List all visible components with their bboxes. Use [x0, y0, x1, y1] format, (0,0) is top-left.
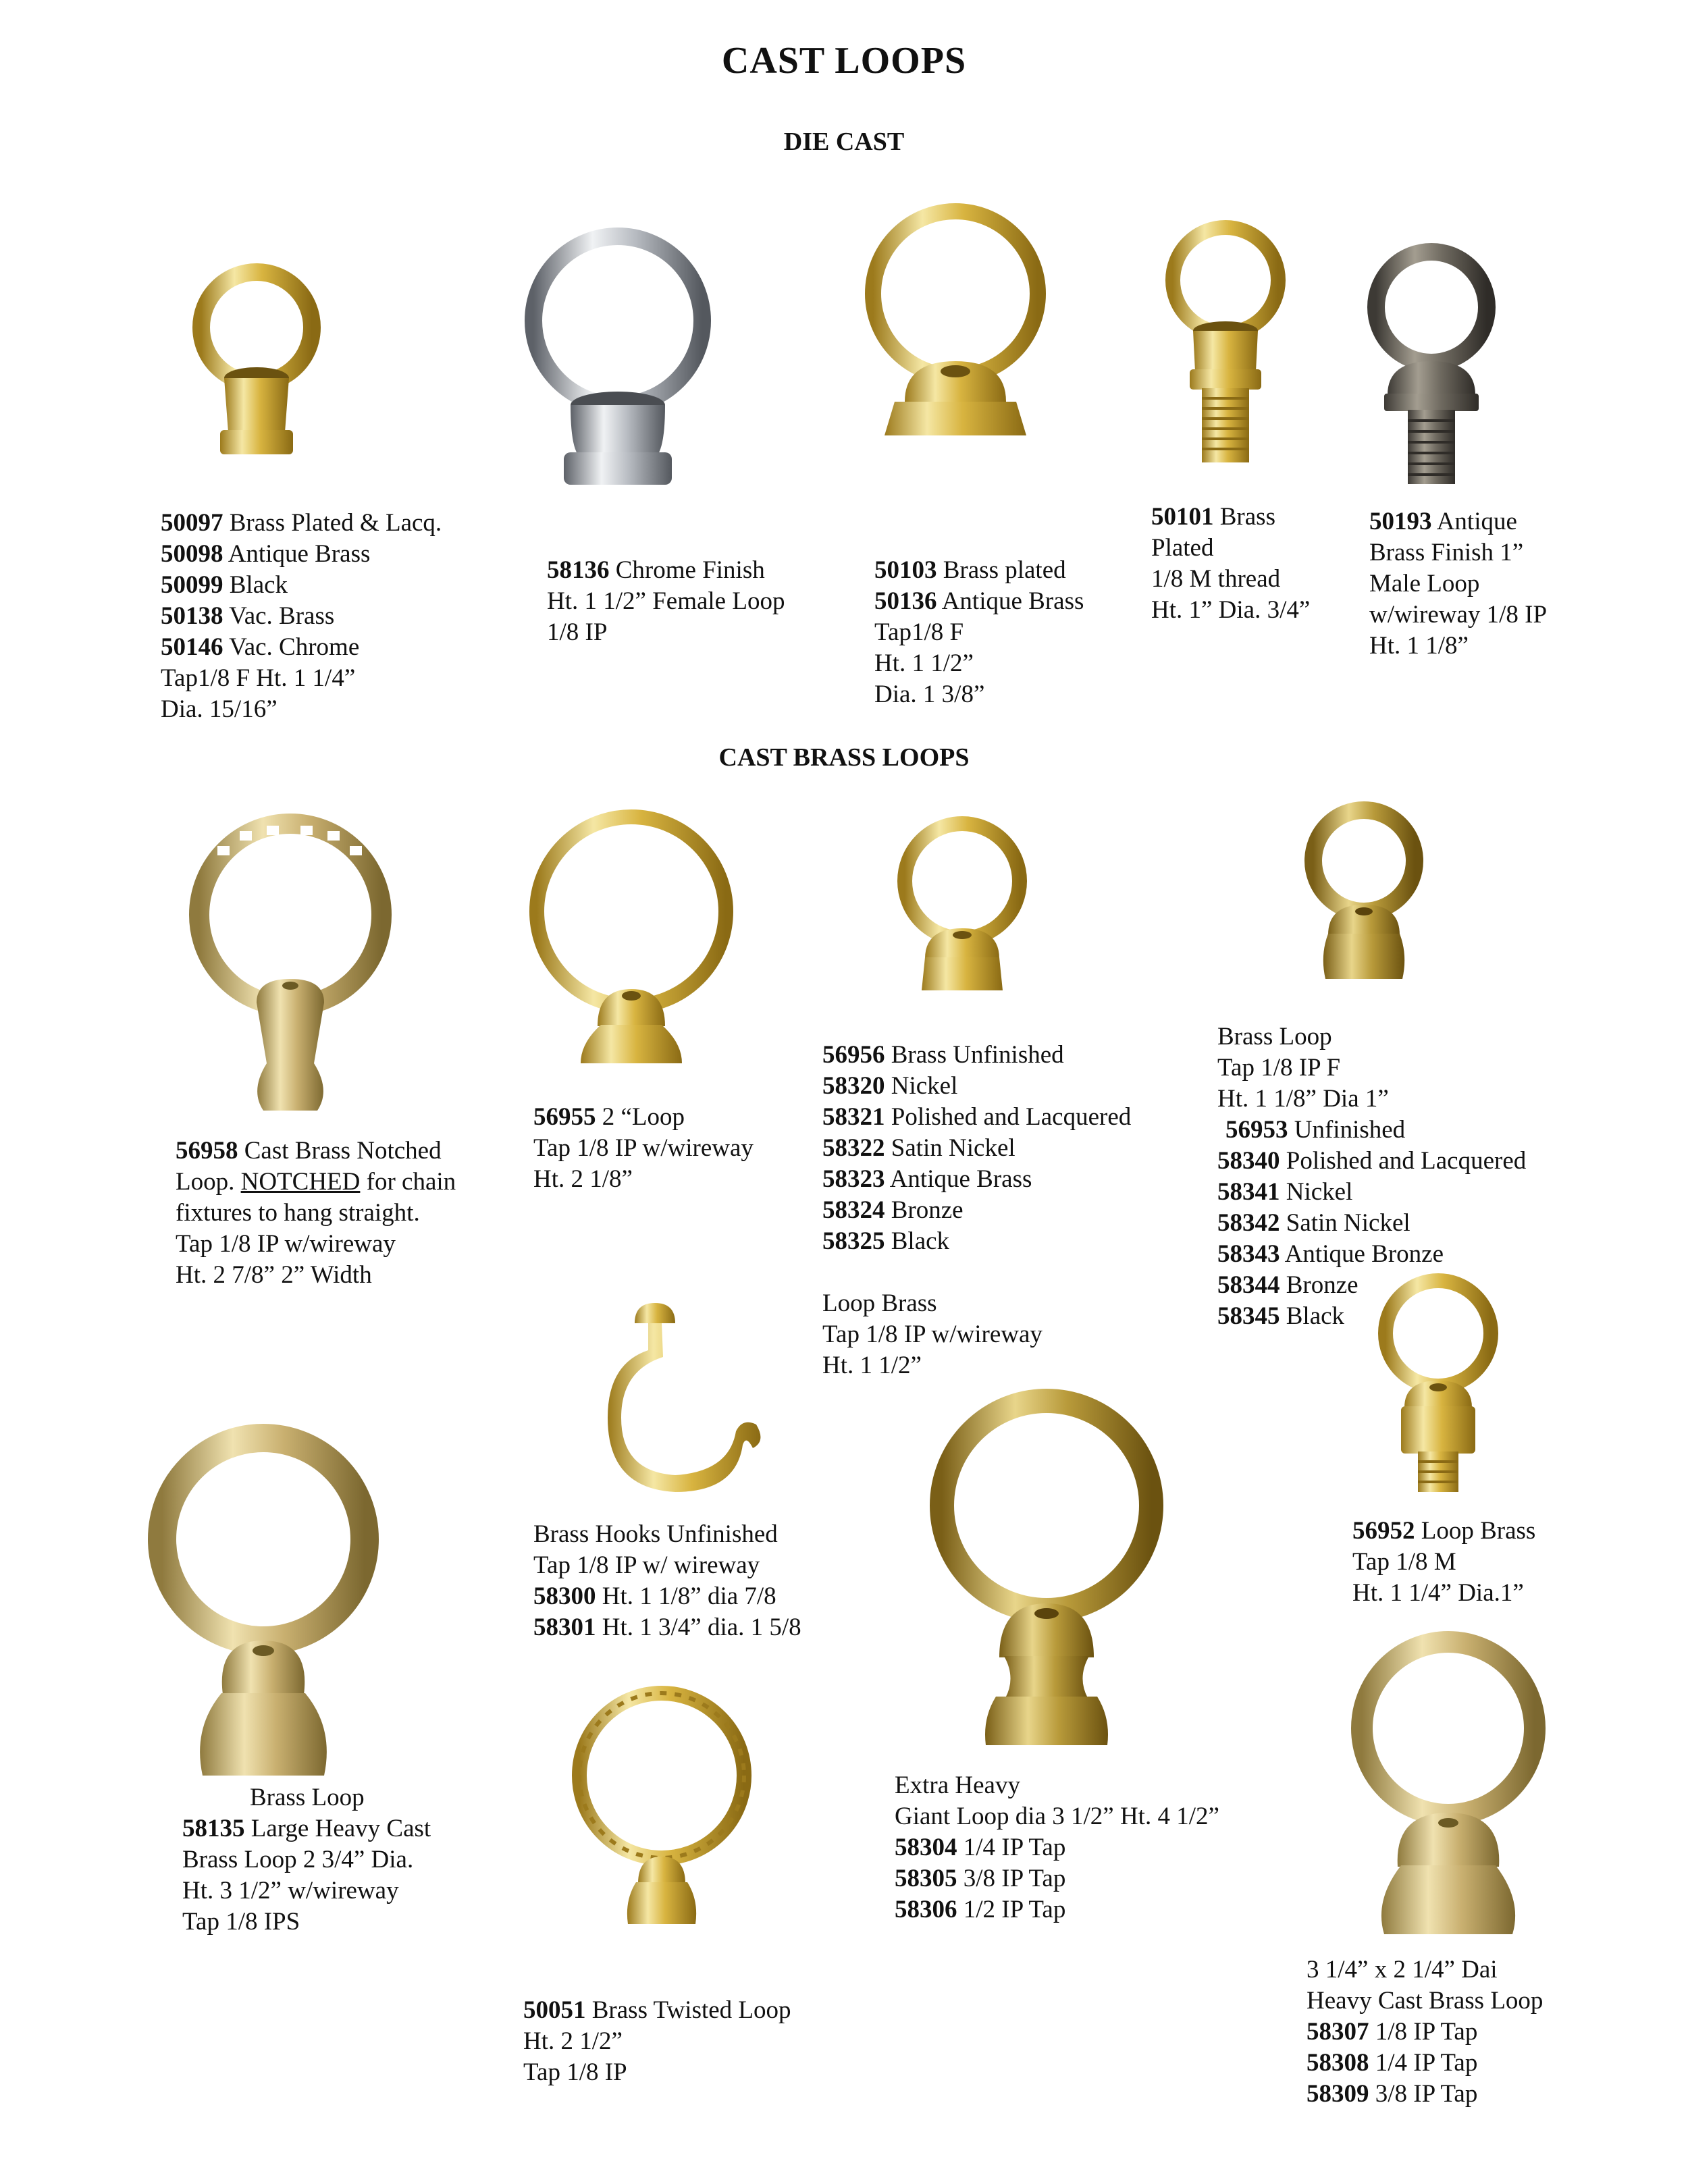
product-code: 50103 [874, 556, 937, 584]
caption-line [1369, 568, 1547, 600]
brass-loop-female-icon [1286, 800, 1442, 996]
product-code: 58325 [822, 1227, 885, 1255]
caption-text: Satin Nickel [1280, 1209, 1410, 1237]
caption-text: Heavy Cast Brass Loop [1307, 1987, 1544, 2015]
caption-line [1307, 2017, 1543, 2048]
caption-text: Tap1/8 F [874, 618, 964, 646]
heavy-cast-loop-icon [1340, 1617, 1556, 1954]
caption-text: Ht. 1 1/8” Dia 1” [1217, 1085, 1389, 1113]
product-code: 56958 [176, 1137, 238, 1165]
caption-text: Tap 1/8 IP w/wireway [533, 1134, 754, 1162]
notched-loop-icon [169, 807, 412, 1144]
caption-line [161, 539, 442, 570]
caption-56956 [822, 1040, 1131, 1381]
caption-line [533, 1612, 801, 1643]
product-code: 56955 [533, 1103, 596, 1131]
brass-loop-female-icon [878, 814, 1047, 1009]
caption-text: Ht. 1 1/2” [822, 1352, 922, 1379]
caption-text: Bronze [885, 1196, 964, 1224]
caption-58304 [895, 1770, 1219, 1925]
caption-line [1307, 1986, 1543, 2017]
caption-50193 [1369, 506, 1547, 662]
caption-underline: NOTCHED [240, 1168, 361, 1196]
caption-line [895, 1894, 1219, 1925]
caption-line [161, 694, 442, 725]
caption-text: Male Loop [1369, 570, 1480, 597]
caption-text: Antique [1431, 508, 1517, 535]
caption-text: Brass Unfinished [885, 1041, 1064, 1069]
caption-line [182, 1844, 431, 1875]
product-code: 58307 [1307, 2018, 1369, 2046]
caption-line [161, 663, 442, 694]
caption-line [176, 1198, 456, 1229]
caption-text: Extra Heavy [895, 1772, 1020, 1799]
caption-line [874, 586, 1084, 617]
caption-line [1151, 595, 1310, 626]
caption-58135 [182, 1782, 431, 1938]
section-heading-cast-brass-loops: CAST BRASS LOOPS [718, 743, 970, 772]
caption-line [182, 1875, 431, 1907]
caption-58300 [533, 1519, 801, 1643]
product-code: 58308 [1307, 2049, 1369, 2077]
caption-text: Ht. 1 3/4” dia. 1 5/8 [596, 1614, 801, 1641]
caption-text: Polished and Lacquered [1280, 1147, 1527, 1175]
product-code: 50051 [523, 1996, 586, 2024]
caption-line [547, 617, 785, 648]
product-code: 50097 [161, 509, 223, 537]
caption-line [822, 1102, 1131, 1133]
caption-line [822, 1226, 1131, 1257]
product-code: 50101 [1151, 503, 1214, 531]
caption-line [1307, 2048, 1543, 2079]
caption-line [1217, 1177, 1526, 1208]
caption-text: 3 1/4” x 2 1/4” Dai [1307, 1956, 1498, 1983]
caption-text: 2 “Loop [596, 1103, 685, 1131]
caption-text: Ht. 1” Dia. 3/4” [1151, 596, 1311, 624]
caption-line [523, 1995, 791, 2026]
product-code: 50146 [161, 633, 223, 661]
caption-line [1352, 1516, 1535, 1547]
product-code: 58320 [822, 1072, 885, 1100]
caption-text: Ht. 2 1/8” [533, 1165, 633, 1193]
caption-text: Black [885, 1227, 950, 1255]
product-code: 56953 [1225, 1116, 1288, 1144]
caption-line [822, 1195, 1131, 1226]
caption-line [533, 1102, 754, 1133]
caption-line [874, 617, 1084, 648]
caption-text: Tap 1/8 IP F [1217, 1054, 1341, 1082]
caption-line [1307, 1954, 1543, 1986]
product-code: 58300 [533, 1582, 596, 1610]
caption-text: 1/4 IP Tap [957, 1834, 1066, 1861]
caption-text: 1/8 IP Tap [1369, 2018, 1478, 2046]
caption-line [176, 1136, 456, 1167]
caption-line [895, 1770, 1219, 1801]
caption-line [1217, 1239, 1526, 1270]
caption-text: Plated [1151, 534, 1214, 562]
section-heading-die-cast: DIE CAST [783, 128, 905, 156]
product-code: 58341 [1217, 1178, 1280, 1206]
caption-line [176, 1167, 456, 1198]
caption-line [182, 1907, 431, 1938]
caption-text: Brass Plated & Lacq. [223, 509, 442, 537]
caption-line [1217, 1301, 1526, 1332]
caption-text: Chrome Finish [609, 556, 765, 584]
caption-50103 [874, 555, 1084, 710]
caption-text: Brass Finish 1” [1369, 539, 1524, 566]
caption-text: Brass Twisted Loop [585, 1996, 791, 2024]
product-code: 58340 [1217, 1147, 1280, 1175]
caption-text: Brass Loop [250, 1784, 365, 1811]
caption-text: Brass Loop [1217, 1023, 1332, 1050]
caption-text: 3/8 IP Tap [1369, 2080, 1478, 2108]
caption-text: 3/8 IP Tap [957, 1865, 1066, 1892]
caption-text: Black [223, 571, 288, 599]
caption-text: Loop Brass [1415, 1517, 1536, 1545]
caption-line [533, 1550, 801, 1581]
caption-line [1307, 2079, 1543, 2110]
caption-text: Ht. 1 1/8” dia 7/8 [596, 1582, 776, 1610]
product-code: 58301 [533, 1614, 596, 1641]
page-title: CAST LOOPS [721, 40, 967, 82]
caption-line [1217, 1270, 1526, 1301]
caption-line [895, 1832, 1219, 1863]
product-code: 58344 [1217, 1271, 1280, 1299]
caption-58136 [547, 555, 785, 648]
caption-line [1151, 502, 1310, 533]
caption-line [547, 555, 785, 586]
product-code: 58304 [895, 1834, 957, 1861]
caption-line [161, 601, 442, 632]
caption-text: Nickel [885, 1072, 958, 1100]
caption-line [822, 1133, 1131, 1164]
caption-text: Antique Brass [937, 587, 1084, 615]
product-code: 58306 [895, 1896, 957, 1923]
caption-line [523, 2057, 791, 2088]
caption-56958 [176, 1136, 456, 1291]
product-code: 58321 [822, 1103, 885, 1131]
caption-50101 [1151, 502, 1310, 626]
caption-text: Ht. 1 1/8” [1369, 632, 1469, 660]
caption-text: Antique Brass [223, 540, 371, 568]
caption-text: Tap 1/8 IP w/wireway [822, 1321, 1043, 1348]
caption-line [822, 1350, 1131, 1381]
caption-text: Ht. 1 1/2” Female Loop [547, 587, 785, 615]
product-code: 56956 [822, 1041, 885, 1069]
caption-line [1151, 564, 1310, 595]
caption-line [895, 1863, 1219, 1894]
caption-text: Brass Hooks Unfinished [533, 1520, 778, 1548]
caption-50051 [523, 1995, 791, 2088]
caption-text: Nickel [1280, 1178, 1353, 1206]
brass-loop-large-icon [520, 810, 743, 1094]
caption-text: w/wireway 1/8 IP [1369, 601, 1548, 629]
product-code: 50098 [161, 540, 223, 568]
caption-line [533, 1519, 801, 1550]
caption-50097 [161, 508, 442, 725]
caption-text: 1/2 IP Tap [957, 1896, 1066, 1923]
product-code: 56952 [1352, 1517, 1415, 1545]
caption-line [822, 1071, 1131, 1102]
caption-text: Tap 1/8 IP w/ wireway [533, 1551, 760, 1579]
caption-line [161, 632, 442, 663]
chrome-loop-female-icon [503, 223, 733, 500]
giant-loop-icon [928, 1381, 1165, 1759]
product-code: 50136 [874, 587, 937, 615]
caption-line [176, 1260, 456, 1291]
caption-text: Vac. Brass [223, 602, 335, 630]
caption-58307 [1307, 1954, 1543, 2110]
caption-line [1217, 1084, 1526, 1115]
product-code: 50138 [161, 602, 223, 630]
caption-text: Brass Loop 2 3/4” Dia. [182, 1846, 414, 1873]
product-code: 58324 [822, 1196, 885, 1224]
caption-line [523, 2026, 791, 2057]
caption-line [822, 1257, 1131, 1288]
caption-text: for chain [360, 1168, 456, 1196]
product-code: 58305 [895, 1865, 957, 1892]
caption-line [822, 1319, 1131, 1350]
caption-line [1217, 1208, 1526, 1239]
product-code: 50193 [1369, 508, 1432, 535]
caption-line [1217, 1053, 1526, 1084]
brass-loop-dome-icon [847, 199, 1063, 489]
caption-text: 1/8 IP [547, 618, 608, 646]
caption-text: Loop Brass [822, 1289, 937, 1317]
caption-text: Tap1/8 F Ht. 1 1/4” [161, 664, 356, 692]
antique-loop-male-icon [1350, 240, 1512, 510]
caption-text: Vac. Chrome [223, 633, 360, 661]
product-code: 58309 [1307, 2080, 1369, 2108]
caption-line [1369, 600, 1547, 631]
caption-line [182, 1782, 431, 1813]
caption-text: Large Heavy Cast [244, 1815, 431, 1842]
caption-text: Ht. 2 1/2” [523, 2027, 623, 2055]
caption-text: Ht. 2 7/8” 2” Width [176, 1261, 372, 1289]
caption-line [822, 1288, 1131, 1319]
product-code: 58135 [182, 1815, 245, 1842]
caption-56955 [533, 1102, 754, 1195]
brass-loop-female-icon [155, 253, 358, 469]
twisted-loop-icon [560, 1674, 763, 1944]
caption-text: 1/4 IP Tap [1369, 2049, 1478, 2077]
caption-text: Satin Nickel [885, 1134, 1016, 1162]
caption-text: Ht. 3 1/2” w/wireway [182, 1877, 399, 1905]
product-code: 58342 [1217, 1209, 1280, 1237]
caption-line [874, 648, 1084, 679]
caption-text: Dia. 15/16” [161, 695, 278, 723]
caption-line [822, 1164, 1131, 1195]
caption-text: Antique Brass [885, 1165, 1032, 1193]
caption-text: Ht. 1 1/2” [874, 649, 974, 677]
caption-line [1217, 1146, 1526, 1177]
caption-text: Tap 1/8 M [1352, 1548, 1456, 1576]
caption-text: Unfinished [1288, 1116, 1406, 1144]
caption-line [895, 1801, 1219, 1832]
caption-text: Brass plated [937, 556, 1066, 584]
caption-line [1217, 1021, 1526, 1053]
caption-text: Brass [1213, 503, 1275, 531]
caption-text: 1/8 M thread [1151, 565, 1281, 593]
caption-56952 [1352, 1516, 1535, 1609]
product-code: 58136 [547, 556, 610, 584]
caption-text: Bronze [1280, 1271, 1359, 1299]
caption-line [182, 1813, 431, 1844]
caption-line [176, 1229, 456, 1260]
caption-line [1217, 1115, 1526, 1146]
caption-text: Giant Loop dia 3 1/2” Ht. 4 1/2” [895, 1803, 1219, 1830]
caption-line [1369, 506, 1547, 537]
caption-line [874, 679, 1084, 710]
caption-text: Polished and Lacquered [885, 1103, 1132, 1131]
caption-text: Antique Bronze [1280, 1240, 1444, 1268]
caption-line [161, 570, 442, 601]
brass-hook-icon [601, 1296, 783, 1499]
caption-text: Tap 1/8 IP [523, 2058, 627, 2086]
product-code: 58323 [822, 1165, 885, 1193]
caption-line [533, 1581, 801, 1612]
caption-text: Ht. 1 1/4” Dia.1” [1352, 1579, 1524, 1607]
caption-line [1369, 631, 1547, 662]
caption-text: Loop. [176, 1168, 241, 1196]
caption-line [1352, 1547, 1535, 1578]
caption-line [161, 508, 442, 539]
caption-line [547, 586, 785, 617]
caption-text: Cast Brass Notched [238, 1137, 442, 1165]
caption-line [822, 1040, 1131, 1071]
caption-line [533, 1164, 754, 1195]
caption-line [1151, 533, 1310, 564]
caption-line [1369, 537, 1547, 568]
product-code: 58345 [1217, 1302, 1280, 1330]
heavy-cast-loop-icon [142, 1411, 385, 1803]
caption-text [822, 1258, 828, 1286]
product-code: 58343 [1217, 1240, 1280, 1268]
caption-text: Tap 1/8 IP w/wireway [176, 1230, 396, 1258]
product-code: 58322 [822, 1134, 885, 1162]
product-code: 50099 [161, 571, 223, 599]
caption-line [874, 555, 1084, 586]
brass-loop-male-icon [1148, 219, 1303, 489]
caption-line [1352, 1578, 1535, 1609]
caption-text: Black [1280, 1302, 1345, 1330]
caption-text: Dia. 1 3/8” [874, 681, 985, 708]
caption-56953 [1217, 1021, 1526, 1332]
caption-text: Tap 1/8 IPS [182, 1908, 300, 1936]
caption-line [533, 1133, 754, 1164]
caption-text: fixtures to hang straight. [176, 1199, 420, 1227]
